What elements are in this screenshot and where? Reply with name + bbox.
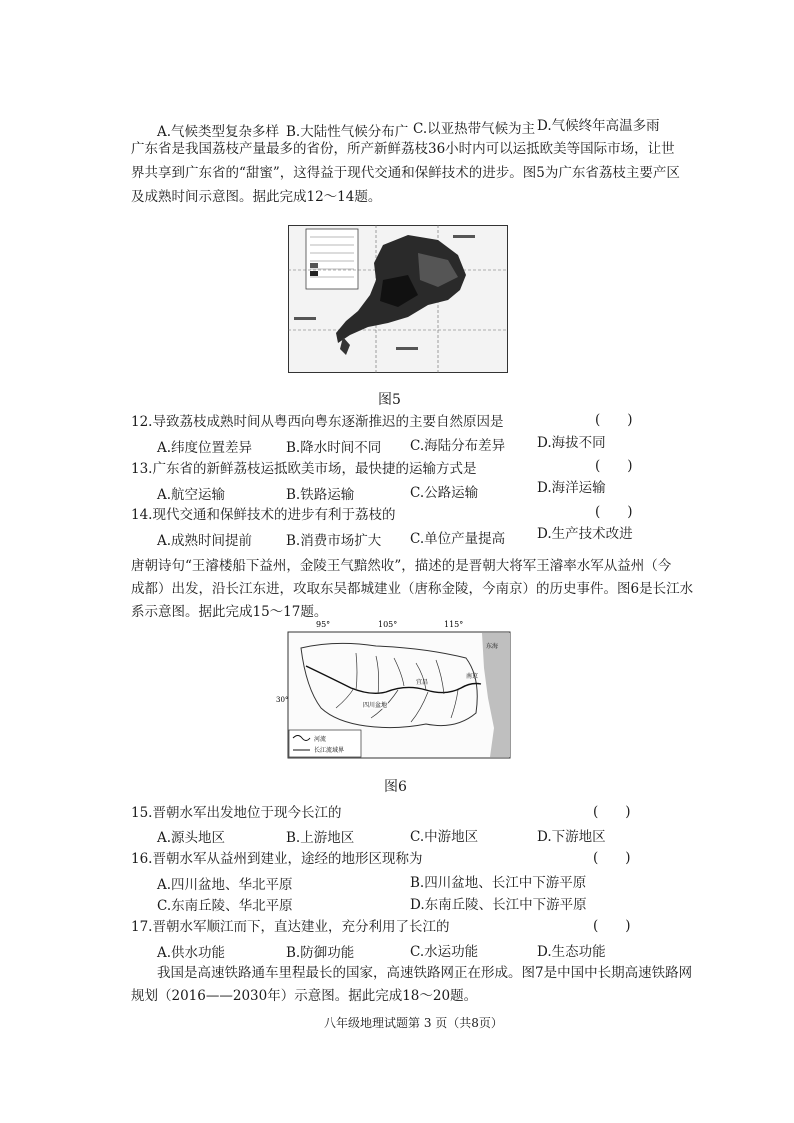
passage2-line1: 唐朝诗句“王濬楼船下益州，金陵王气黯然收”，描述的是晋朝大将军王濬率水军从益州（今 — [131, 558, 672, 574]
yichang-label: 宜昌 — [416, 679, 429, 686]
q17-option-d: D.生态功能 — [537, 944, 606, 960]
passage1-line1: 广东省是我国荔枝产量最多的省份，所产新鲜荔枝36小时内可以运抵欧美等国际市场，让世 — [131, 141, 675, 157]
q17-answer-paren: ( ) — [593, 918, 631, 934]
figure6-map — [276, 618, 512, 760]
q16-option-d: D.东南丘陵、长江中下游平原 — [410, 897, 587, 913]
q11-option-b: B.大陆性气候分布广 — [286, 124, 409, 140]
lon-115-label: 115° — [444, 620, 464, 629]
q12-option-c: C.海陆分布差异 — [410, 438, 506, 454]
q16-option-b: B.四川盆地、长江中下游平原 — [410, 875, 587, 891]
q14-stem: 14.现代交通和保鲜技术的进步有利于荔枝的 — [131, 507, 396, 523]
passage1-line3: 及成熟时间示意图。据此完成12～14题。 — [131, 189, 382, 205]
q12-option-a: A.纬度位置差异 — [157, 440, 253, 456]
q13-stem: 13.广东省的新鲜荔枝运抵欧美市场，最快捷的运输方式是 — [131, 461, 477, 477]
legend-river-label: 河流 — [314, 736, 327, 743]
q14-answer-paren: ( ) — [595, 504, 633, 520]
legend-boundary-label: 长江流域界 — [314, 747, 345, 754]
q13-option-d: D.海洋运输 — [537, 480, 606, 496]
passage2-line2: 成都）出发，沿长江东进，攻取东吴都城建业（唐称金陵，今南京）的历史事件。图6是长江水 — [131, 581, 694, 597]
q17-option-b: B.防御功能 — [286, 945, 355, 961]
q15-option-c: C.中游地区 — [410, 829, 479, 845]
q14-option-b: B.消费市场扩大 — [286, 533, 382, 549]
q12-option-d: D.海拔不同 — [537, 435, 606, 451]
q17-option-c: C.水运功能 — [410, 944, 479, 960]
sea-label: 东海 — [486, 643, 499, 650]
q15-option-d: D.下游地区 — [537, 829, 606, 845]
q13-answer-paren: ( ) — [595, 458, 633, 474]
q16-option-c: C.东南丘陵、华北平原 — [157, 898, 293, 914]
q15-option-a: A.源头地区 — [157, 830, 226, 846]
lon-95-label: 95° — [316, 620, 331, 629]
q17-stem: 17.晋朝水军顺江而下，直达建业，充分利用了长江的 — [131, 919, 450, 935]
q12-answer-paren: ( ) — [595, 412, 633, 428]
passage3-line1: 我国是高速铁路通车里程最长的国家，高速铁路网正在形成。图7是中国中长期高速铁路网 — [157, 965, 693, 981]
sichuan-basin-label: 四川盆地 — [363, 702, 388, 709]
passage2-line3: 系示意图。据此完成15～17题。 — [131, 604, 328, 620]
q15-stem: 15.晋朝水军出发地位于现今长江的 — [131, 805, 342, 821]
figure5-caption: 图5 — [378, 392, 401, 408]
q16-option-a: A.四川盆地、华北平原 — [157, 877, 293, 893]
q17-option-a: A.供水功能 — [157, 945, 226, 961]
lon-105-label: 105° — [378, 620, 398, 629]
q16-stem: 16.晋朝水军从益州到建业，途经的地形区现称为 — [131, 851, 423, 867]
passage3-line2: 规划（2016——2030年）示意图。据此完成18～20题。 — [131, 988, 478, 1004]
q16-answer-paren: ( ) — [593, 850, 631, 866]
q15-option-b: B.上游地区 — [286, 830, 355, 846]
q14-option-c: C.单位产量提高 — [410, 531, 506, 547]
q11-option-c: C.以亚热带气候为主 — [413, 121, 536, 137]
page-footer: 八年级地理试题第 3 页（共8页） — [324, 1016, 503, 1030]
q15-answer-paren: ( ) — [593, 804, 631, 820]
q13-option-a: A.航空运输 — [157, 487, 226, 503]
q13-option-b: B.铁路运输 — [286, 487, 355, 503]
nanjing-label: 南京 — [466, 673, 479, 680]
q13-option-c: C.公路运输 — [410, 485, 479, 501]
passage1-line2: 界共享到广东省的“甜蜜”，这得益于现代交通和保鲜技术的进步。图5为广东省荔枝主要产区 — [131, 165, 680, 181]
figure6-caption: 图6 — [384, 779, 407, 795]
lat-30-label: 30° — [276, 696, 289, 704]
q11-option-a: A.气候类型复杂多样 — [157, 124, 280, 140]
figure5-map — [288, 225, 508, 373]
q14-option-a: A.成熟时间提前 — [157, 533, 253, 549]
q11-option-d: D.气候终年高温多雨 — [537, 118, 660, 134]
q14-option-d: D.生产技术改进 — [537, 526, 633, 542]
q12-stem: 12.导致荔枝成熟时间从粤西向粤东逐渐推迟的主要自然原因是 — [131, 414, 504, 430]
q12-option-b: B.降水时间不同 — [286, 440, 382, 456]
